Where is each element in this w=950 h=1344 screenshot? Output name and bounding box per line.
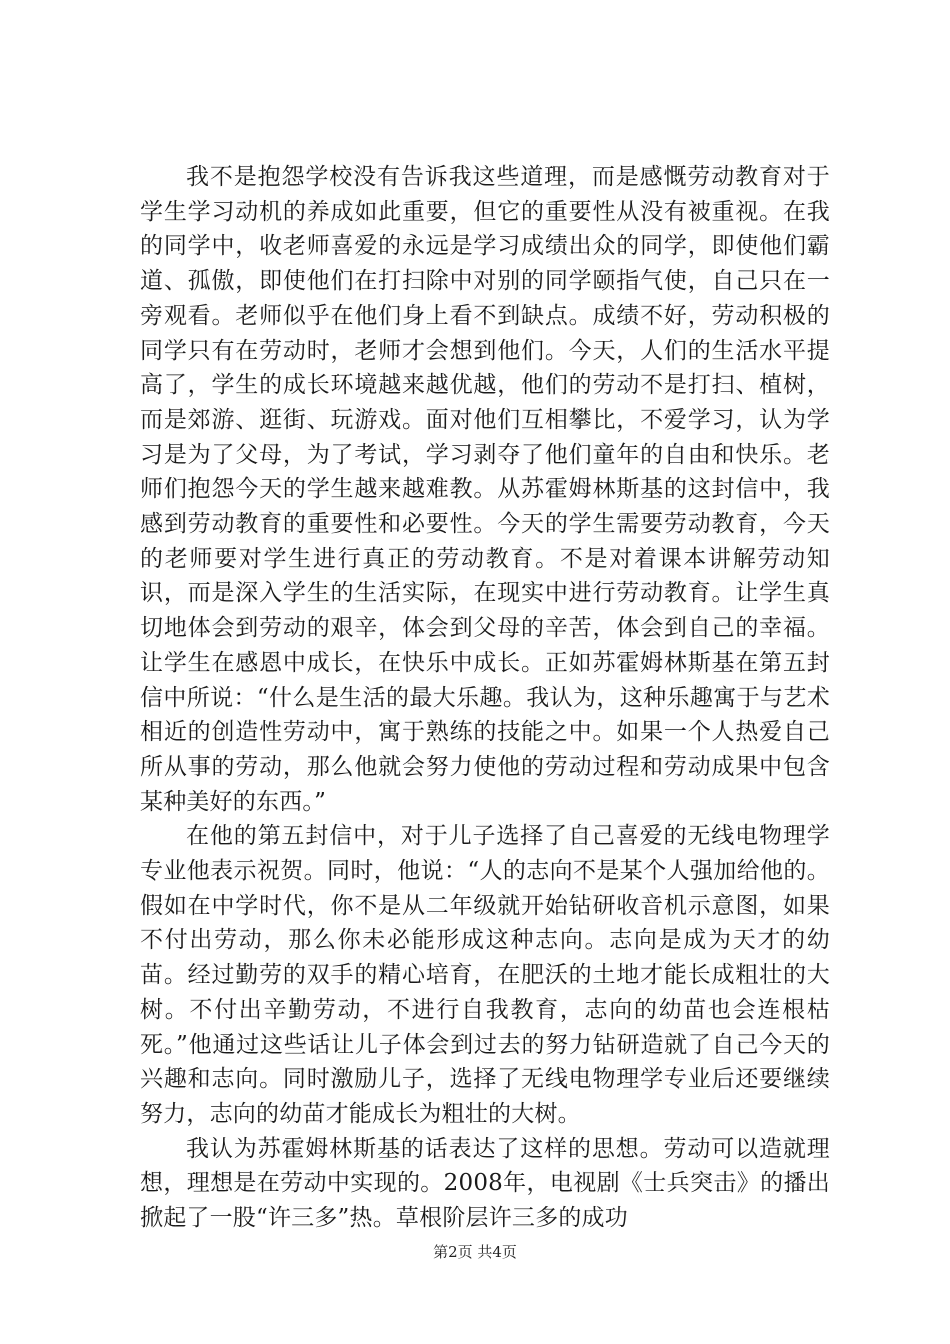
- paragraph-2: 在他的第五封信中，对于儿子选择了自己喜爱的无线电物理学专业他表示祝贺。同时，他说：“人的志向不是某个人强加给他的。假如在中学时代，你不是从二年级就开始钻研收音机示意图，如果不付出劳动，那么你未必能形成这种志向。志向是成为天才的幼苗。经过勤劳的双手的精心培育，在肥沃的土地才能长成粗壮的大树。不付出辛勤劳动，不进行自我教育，志向的幼苗也会连根枯死。”他通过这些话让儿子体会到过去的努力钻研造就了自己今天的兴趣和志向。同时激励儿子，选择了无线电物理学专业后还要继续努力，志向的幼苗才能成长为粗壮的大树。: [140, 823, 830, 1127]
- paragraph-3: 我认为苏霍姆林斯基的话表达了这样的思想。劳动可以造就理想，理想是在劳动中实现的。2008年，电视剧《士兵突击》的播出掀起了一股“许三多”热。草根阶层许三多的成功: [140, 1135, 830, 1232]
- document-body: [140, 160, 830, 1236]
- page-footer: 第2页 共4页: [433, 1243, 517, 1261]
- paragraph-1: 我不是抱怨学校没有告诉我这些道理，而是感慨劳动教育对于学生学习动机的养成如此重要，但它的重要性从没有被重视。在我的同学中，收老师喜爱的永远是学习成绩出众的同学，即使他们霸道、孤傲，即使他们在打扫除中对别的同学颐指气使，自己只在一旁观看。老师似乎在他们身上看不到缺点。成绩不好，劳动积极的同学只有在劳动时，老师才会想到他们。今天，人们的生活水平提高了，学生的成长环境越来越优越，他们的劳动不是打扫、植树，而是郊游、逛街、玩游戏。面对他们互相攀比，不爱学习，认为学习是为了父母，为了考试，学习剥夺了他们童年的自由和快乐。老师们抱怨今天的学生越来越难教。从苏霍姆林斯基的这封信中，我感到劳动教育的重要性和必要性。今天的学生需要劳动教育，今天的老师要对学生进行真正的劳动教育。不是对着课本讲解劳动知识，而是深入学生的生活实际，在现实中进行劳动教育。让学生真切地体会到劳动的艰辛，体会到父母的辛苦，体会到自己的幸福。让学生在感恩中成长，在快乐中成长。正如苏霍姆林斯基在第五封信中所说：“什么是生活的最大乐趣。我认为，这种乐趣寓于与艺术相近的创造性劳动中，寓于熟练的技能之中。如果一个人热爱自己所从事的劳动，那么他就会努力使他的劳动过程和劳动成果中包含某种美好的东西。”: [140, 164, 830, 815]
